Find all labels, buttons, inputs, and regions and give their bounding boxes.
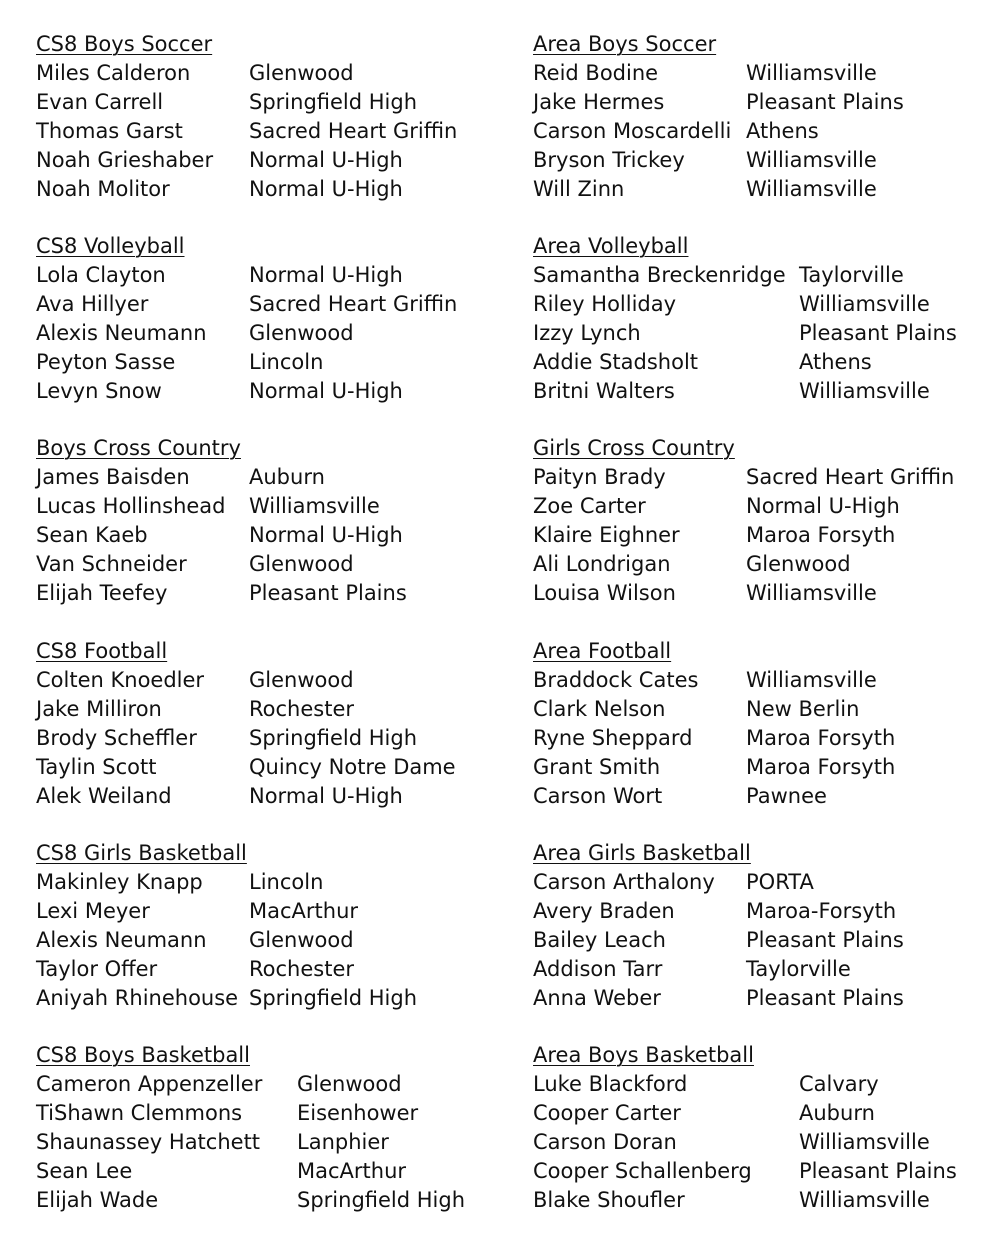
athlete-name: James Baisden: [36, 465, 190, 489]
school-name: Pleasant Plains: [746, 986, 904, 1010]
list-item: [533, 1099, 957, 1128]
section-boys-cross-country: [36, 434, 407, 608]
list-item: [533, 897, 904, 926]
list-item: [533, 377, 957, 406]
school-name: Sacred Heart Griffin: [249, 292, 458, 316]
school-name: Williamsville: [799, 1188, 930, 1212]
list-item: [36, 377, 457, 406]
athlete-name: Aniyah Rhinehouse: [36, 986, 239, 1010]
list-item: [533, 724, 895, 753]
list-item: [533, 319, 957, 348]
athlete-name: Evan Carrell: [36, 90, 164, 114]
list-item: [36, 1128, 465, 1157]
section-title: Girls Cross Country: [533, 436, 735, 460]
list-item: [36, 88, 457, 117]
list-item: [36, 724, 456, 753]
athlete-name: Ava Hillyer: [36, 292, 149, 316]
section-area-girls-basketball: [533, 839, 904, 1013]
school-name: Normal U-High: [249, 148, 403, 172]
athlete-name: Bryson Trickey: [533, 148, 685, 172]
list-item: [533, 984, 904, 1013]
school-name: Pleasant Plains: [746, 90, 904, 114]
section-title: Area Football: [533, 639, 672, 663]
list-item: [36, 1070, 465, 1099]
list-item: [36, 492, 407, 521]
list-item: [36, 897, 417, 926]
school-name: Pleasant Plains: [799, 1159, 957, 1183]
list-item: [36, 117, 457, 146]
school-name: Lanphier: [297, 1130, 389, 1154]
list-item: [533, 88, 904, 117]
school-name: Normal U-High: [249, 523, 403, 547]
athlete-name: Zoe Carter: [533, 494, 646, 518]
school-name: Normal U-High: [746, 494, 900, 518]
school-name: Maroa-Forsyth: [746, 899, 897, 923]
list-item: [533, 955, 904, 984]
list-item: [36, 348, 457, 377]
section-area-boys-basketball: [533, 1041, 957, 1215]
athlete-name: Ali Londrigan: [533, 552, 671, 576]
school-name: MacArthur: [297, 1159, 407, 1183]
school-name: Auburn: [249, 465, 325, 489]
section-cs8-boys-basketball: [36, 1041, 465, 1215]
athlete-name: Lexi Meyer: [36, 899, 150, 923]
school-name: Taylorville: [746, 957, 851, 981]
list-item: [36, 261, 457, 290]
section-area-boys-soccer: [533, 30, 904, 204]
section-girls-cross-country: [533, 434, 954, 608]
school-name: Rochester: [249, 957, 354, 981]
school-name: Williamsville: [746, 668, 877, 692]
school-name: Williamsville: [799, 292, 930, 316]
athlete-name: Carson Arthalony: [533, 870, 715, 894]
section-title: Area Girls Basketball: [533, 841, 751, 865]
school-name: Auburn: [799, 1101, 875, 1125]
athlete-name: Shaunassey Hatchett: [36, 1130, 261, 1154]
school-name: Springfield High: [249, 726, 418, 750]
school-name: Pawnee: [746, 784, 827, 808]
athlete-name: Jake Milliron: [36, 697, 162, 721]
school-name: Lincoln: [249, 870, 324, 894]
athlete-name: Bailey Leach: [533, 928, 666, 952]
athlete-name: Miles Calderon: [36, 61, 191, 85]
list-item: [36, 146, 457, 175]
list-item: [36, 175, 457, 204]
school-name: Williamsville: [249, 494, 380, 518]
athlete-name: Will Zinn: [533, 177, 625, 201]
school-name: Athens: [799, 350, 872, 374]
school-name: Normal U-High: [249, 784, 403, 808]
list-item: [36, 984, 417, 1013]
list-item: [36, 955, 417, 984]
school-name: Rochester: [249, 697, 354, 721]
list-item: [533, 868, 904, 897]
section-title: CS8 Football: [36, 639, 168, 663]
list-item: [36, 1157, 465, 1186]
school-name: New Berlin: [746, 697, 860, 721]
list-item: [36, 550, 407, 579]
list-item: [36, 521, 407, 550]
school-name: Williamsville: [746, 148, 877, 172]
athlete-name: Elijah Teefey: [36, 581, 168, 605]
athlete-name: Lola Clayton: [36, 263, 166, 287]
list-item: [533, 290, 957, 319]
school-name: Glenwood: [746, 552, 851, 576]
list-item: [533, 695, 895, 724]
section-title: Boys Cross Country: [36, 436, 241, 460]
list-item: [533, 261, 957, 290]
athlete-name: Carson Moscardelli: [533, 119, 732, 143]
list-item: [533, 1070, 957, 1099]
athlete-name: Jake Hermes: [533, 90, 665, 114]
school-name: Glenwood: [297, 1072, 402, 1096]
athlete-name: Avery Braden: [533, 899, 675, 923]
school-name: Lincoln: [249, 350, 324, 374]
list-item: [533, 753, 895, 782]
list-item: [36, 1186, 465, 1215]
school-name: Glenwood: [249, 552, 354, 576]
school-name: Glenwood: [249, 928, 354, 952]
athlete-name: Taylor Offer: [36, 957, 158, 981]
list-item: [533, 926, 904, 955]
list-item: [533, 666, 895, 695]
school-name: Glenwood: [249, 668, 354, 692]
school-name: Athens: [746, 119, 819, 143]
list-item: [533, 579, 954, 608]
section-title: Area Boys Soccer: [533, 32, 717, 56]
athlete-name: Taylin Scott: [36, 755, 157, 779]
school-name: MacArthur: [249, 899, 359, 923]
athlete-name: Clark Nelson: [533, 697, 666, 721]
section-cs8-girls-basketball: [36, 839, 417, 1013]
athlete-name: TiShawn Clemmons: [36, 1101, 243, 1125]
athlete-name: Addie Stadsholt: [533, 350, 699, 374]
athlete-name: Noah Grieshaber: [36, 148, 214, 172]
athlete-name: Sean Lee: [36, 1159, 133, 1183]
school-name: Eisenhower: [297, 1101, 419, 1125]
athlete-name: Izzy Lynch: [533, 321, 641, 345]
school-name: Maroa Forsyth: [746, 726, 896, 750]
athlete-name: Paityn Brady: [533, 465, 666, 489]
school-name: Springfield High: [249, 986, 418, 1010]
athlete-name: Luke Blackford: [533, 1072, 688, 1096]
athlete-name: Cooper Schallenberg: [533, 1159, 752, 1183]
section-title: CS8 Girls Basketball: [36, 841, 247, 865]
list-item: [533, 146, 904, 175]
athlete-name: Makinley Knapp: [36, 870, 203, 894]
athlete-name: Elijah Wade: [36, 1188, 159, 1212]
list-item: [36, 695, 456, 724]
school-name: Maroa Forsyth: [746, 523, 896, 547]
list-item: [533, 463, 954, 492]
list-item: [533, 1157, 957, 1186]
school-name: Williamsville: [799, 379, 930, 403]
list-item: [533, 59, 904, 88]
athlete-name: Levyn Snow: [36, 379, 162, 403]
list-item: [36, 319, 457, 348]
list-item: [533, 1186, 957, 1215]
list-item: [533, 492, 954, 521]
school-name: Springfield High: [297, 1188, 466, 1212]
list-item: [36, 782, 456, 811]
list-item: [533, 550, 954, 579]
athlete-name: Sean Kaeb: [36, 523, 148, 547]
school-name: PORTA: [746, 870, 814, 894]
athlete-name: Alexis Neumann: [36, 321, 207, 345]
athlete-name: Ryne Sheppard: [533, 726, 693, 750]
section-cs8-volleyball: [36, 232, 457, 406]
athlete-name: Louisa Wilson: [533, 581, 676, 605]
athlete-name: Grant Smith: [533, 755, 661, 779]
section-title: CS8 Boys Basketball: [36, 1043, 250, 1067]
section-cs8-football: [36, 637, 456, 811]
athlete-name: Carson Doran: [533, 1130, 677, 1154]
list-item: [36, 463, 407, 492]
athlete-name: Peyton Sasse: [36, 350, 176, 374]
list-item: [533, 782, 895, 811]
school-name: Pleasant Plains: [799, 321, 957, 345]
athlete-name: Cooper Carter: [533, 1101, 681, 1125]
athlete-name: Klaire Eighner: [533, 523, 680, 547]
athlete-name: Van Schneider: [36, 552, 187, 576]
list-item: [533, 175, 904, 204]
list-item: [533, 521, 954, 550]
list-item: [36, 868, 417, 897]
athlete-name: Reid Bodine: [533, 61, 659, 85]
athlete-name: Colten Knoedler: [36, 668, 205, 692]
section-title: CS8 Boys Soccer: [36, 32, 213, 56]
list-item: [36, 753, 456, 782]
school-name: Normal U-High: [249, 379, 403, 403]
school-name: Williamsville: [746, 581, 877, 605]
list-item: [36, 666, 456, 695]
athlete-name: Britni Walters: [533, 379, 675, 403]
athlete-name: Anna Weber: [533, 986, 661, 1010]
athlete-name: Addison Tarr: [533, 957, 663, 981]
school-name: Taylorville: [799, 263, 904, 287]
school-name: Sacred Heart Griffin: [249, 119, 458, 143]
athlete-name: Carson Wort: [533, 784, 663, 808]
section-title: Area Volleyball: [533, 234, 689, 258]
school-name: Pleasant Plains: [249, 581, 407, 605]
section-title: CS8 Volleyball: [36, 234, 185, 258]
school-name: Williamsville: [799, 1130, 930, 1154]
athlete-name: Thomas Garst: [36, 119, 183, 143]
athlete-name: Brody Scheffler: [36, 726, 197, 750]
section-title: Area Boys Basketball: [533, 1043, 754, 1067]
school-name: Williamsville: [746, 61, 877, 85]
athlete-name: Riley Holliday: [533, 292, 677, 316]
athlete-name: Lucas Hollinshead: [36, 494, 226, 518]
school-name: Williamsville: [746, 177, 877, 201]
school-name: Glenwood: [249, 321, 354, 345]
athlete-name: Alexis Neumann: [36, 928, 207, 952]
athlete-name: Braddock Cates: [533, 668, 699, 692]
athlete-name: Cameron Appenzeller: [36, 1072, 263, 1096]
school-name: Springfield High: [249, 90, 418, 114]
school-name: Pleasant Plains: [746, 928, 904, 952]
school-name: Quincy Notre Dame: [249, 755, 456, 779]
list-item: [36, 1099, 465, 1128]
athlete-name: Noah Molitor: [36, 177, 170, 201]
athlete-name: Samantha Breckenridge: [533, 263, 786, 287]
section-cs8-boys-soccer: [36, 30, 457, 204]
section-area-volleyball: [533, 232, 957, 406]
list-item: [36, 926, 417, 955]
list-item: [533, 117, 904, 146]
school-name: Normal U-High: [249, 177, 403, 201]
list-item: [533, 1128, 957, 1157]
athlete-name: Blake Shoufler: [533, 1188, 685, 1212]
school-name: Glenwood: [249, 61, 354, 85]
school-name: Maroa Forsyth: [746, 755, 896, 779]
list-item: [36, 579, 407, 608]
list-item: [533, 348, 957, 377]
section-area-football: [533, 637, 895, 811]
school-name: Sacred Heart Griffin: [746, 465, 955, 489]
school-name: Normal U-High: [249, 263, 403, 287]
list-item: [36, 59, 457, 88]
athlete-name: Alek Weiland: [36, 784, 172, 808]
school-name: Calvary: [799, 1072, 879, 1096]
list-item: [36, 290, 457, 319]
